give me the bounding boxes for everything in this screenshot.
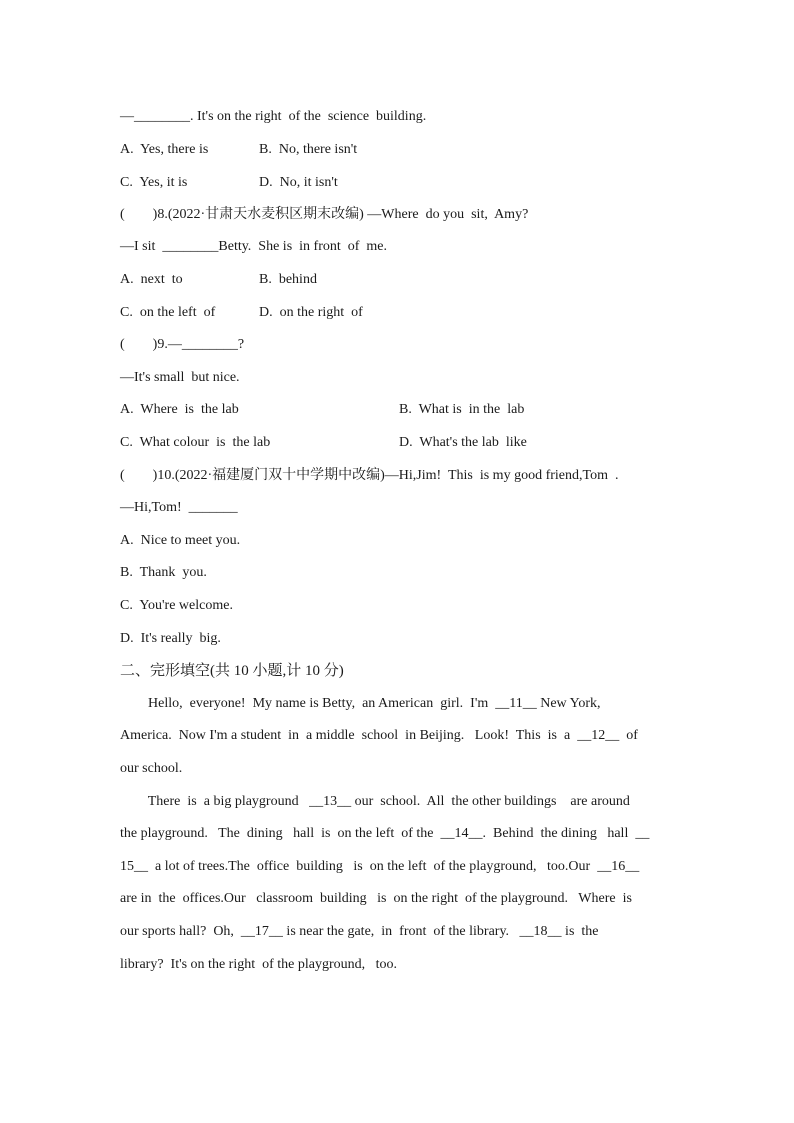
passage-line: 15__ a lot of trees.The office building is on the left of the playground, too.Our __16__ — [120, 859, 640, 874]
q8-stem: ( )8.(2022·甘肃天水麦积区期末改编) —Where do you sit, Amy? — [120, 207, 529, 222]
section-heading-cloze: 二、完形填空(共 10 小题,计 10 分) — [120, 663, 344, 679]
passage-line: Hello, everyone! My name is Betty, an American girl. I'm __11__ New York, — [120, 696, 601, 711]
q8-answer-line: —I sit ________Betty. She is in front of me. — [120, 239, 388, 254]
q10-stem: ( )10.(2022·福建厦门双十中学期中改编)—Hi,Jim! This is my good friend,Tom . — [120, 468, 619, 483]
q9-option-a: A. Where is the lab — [120, 402, 239, 417]
passage-line: our sports hall? Oh, __17__ is near the gate, in front of the library. __18__ is the — [120, 924, 599, 939]
q8-option-d: D. on the right of — [259, 305, 363, 320]
q8-option-a: A. next to — [120, 272, 183, 287]
q7-option-d: D. No, it isn't — [259, 175, 338, 190]
passage-line: the playground. The dining hall is on the left of the __14__. Behind the dining hall __ — [120, 826, 650, 841]
q7-option-a: A. Yes, there is — [120, 142, 209, 157]
q10-option-b: B. Thank you. — [120, 565, 207, 580]
passage-line: are in the offices.Our classroom building is on the right of the playground. Where is — [120, 891, 632, 906]
q7-answer-line: —________. It's on the right of the science building. — [120, 109, 427, 124]
q8-option-c: C. on the left of — [120, 305, 216, 320]
q7-option-b: B. No, there isn't — [259, 142, 358, 157]
passage-line: our school. — [120, 761, 183, 776]
q10-option-c: C. You're welcome. — [120, 598, 233, 613]
q9-answer-line: —It's small but nice. — [120, 370, 240, 385]
passage-line: There is a big playground __13__ our school. All the other buildings are around — [120, 794, 630, 809]
q9-stem: ( )9.—________? — [120, 337, 245, 352]
passage-line: library? It's on the right of the playground, too. — [120, 957, 398, 972]
q9-option-b: B. What is in the lab — [399, 402, 525, 417]
passage-line: America. Now I'm a student in a middle school in Beijing. Look! This is a __12__ of — [120, 728, 638, 743]
q10-option-d: D. It's really big. — [120, 631, 221, 646]
q10-answer-line: —Hi,Tom! _______ — [120, 500, 238, 515]
q10-option-a: A. Nice to meet you. — [120, 533, 241, 548]
q7-option-c: C. Yes, it is — [120, 175, 188, 190]
q9-option-c: C. What colour is the lab — [120, 435, 271, 450]
q9-option-d: D. What's the lab like — [399, 435, 527, 450]
q8-option-b: B. behind — [259, 272, 317, 287]
